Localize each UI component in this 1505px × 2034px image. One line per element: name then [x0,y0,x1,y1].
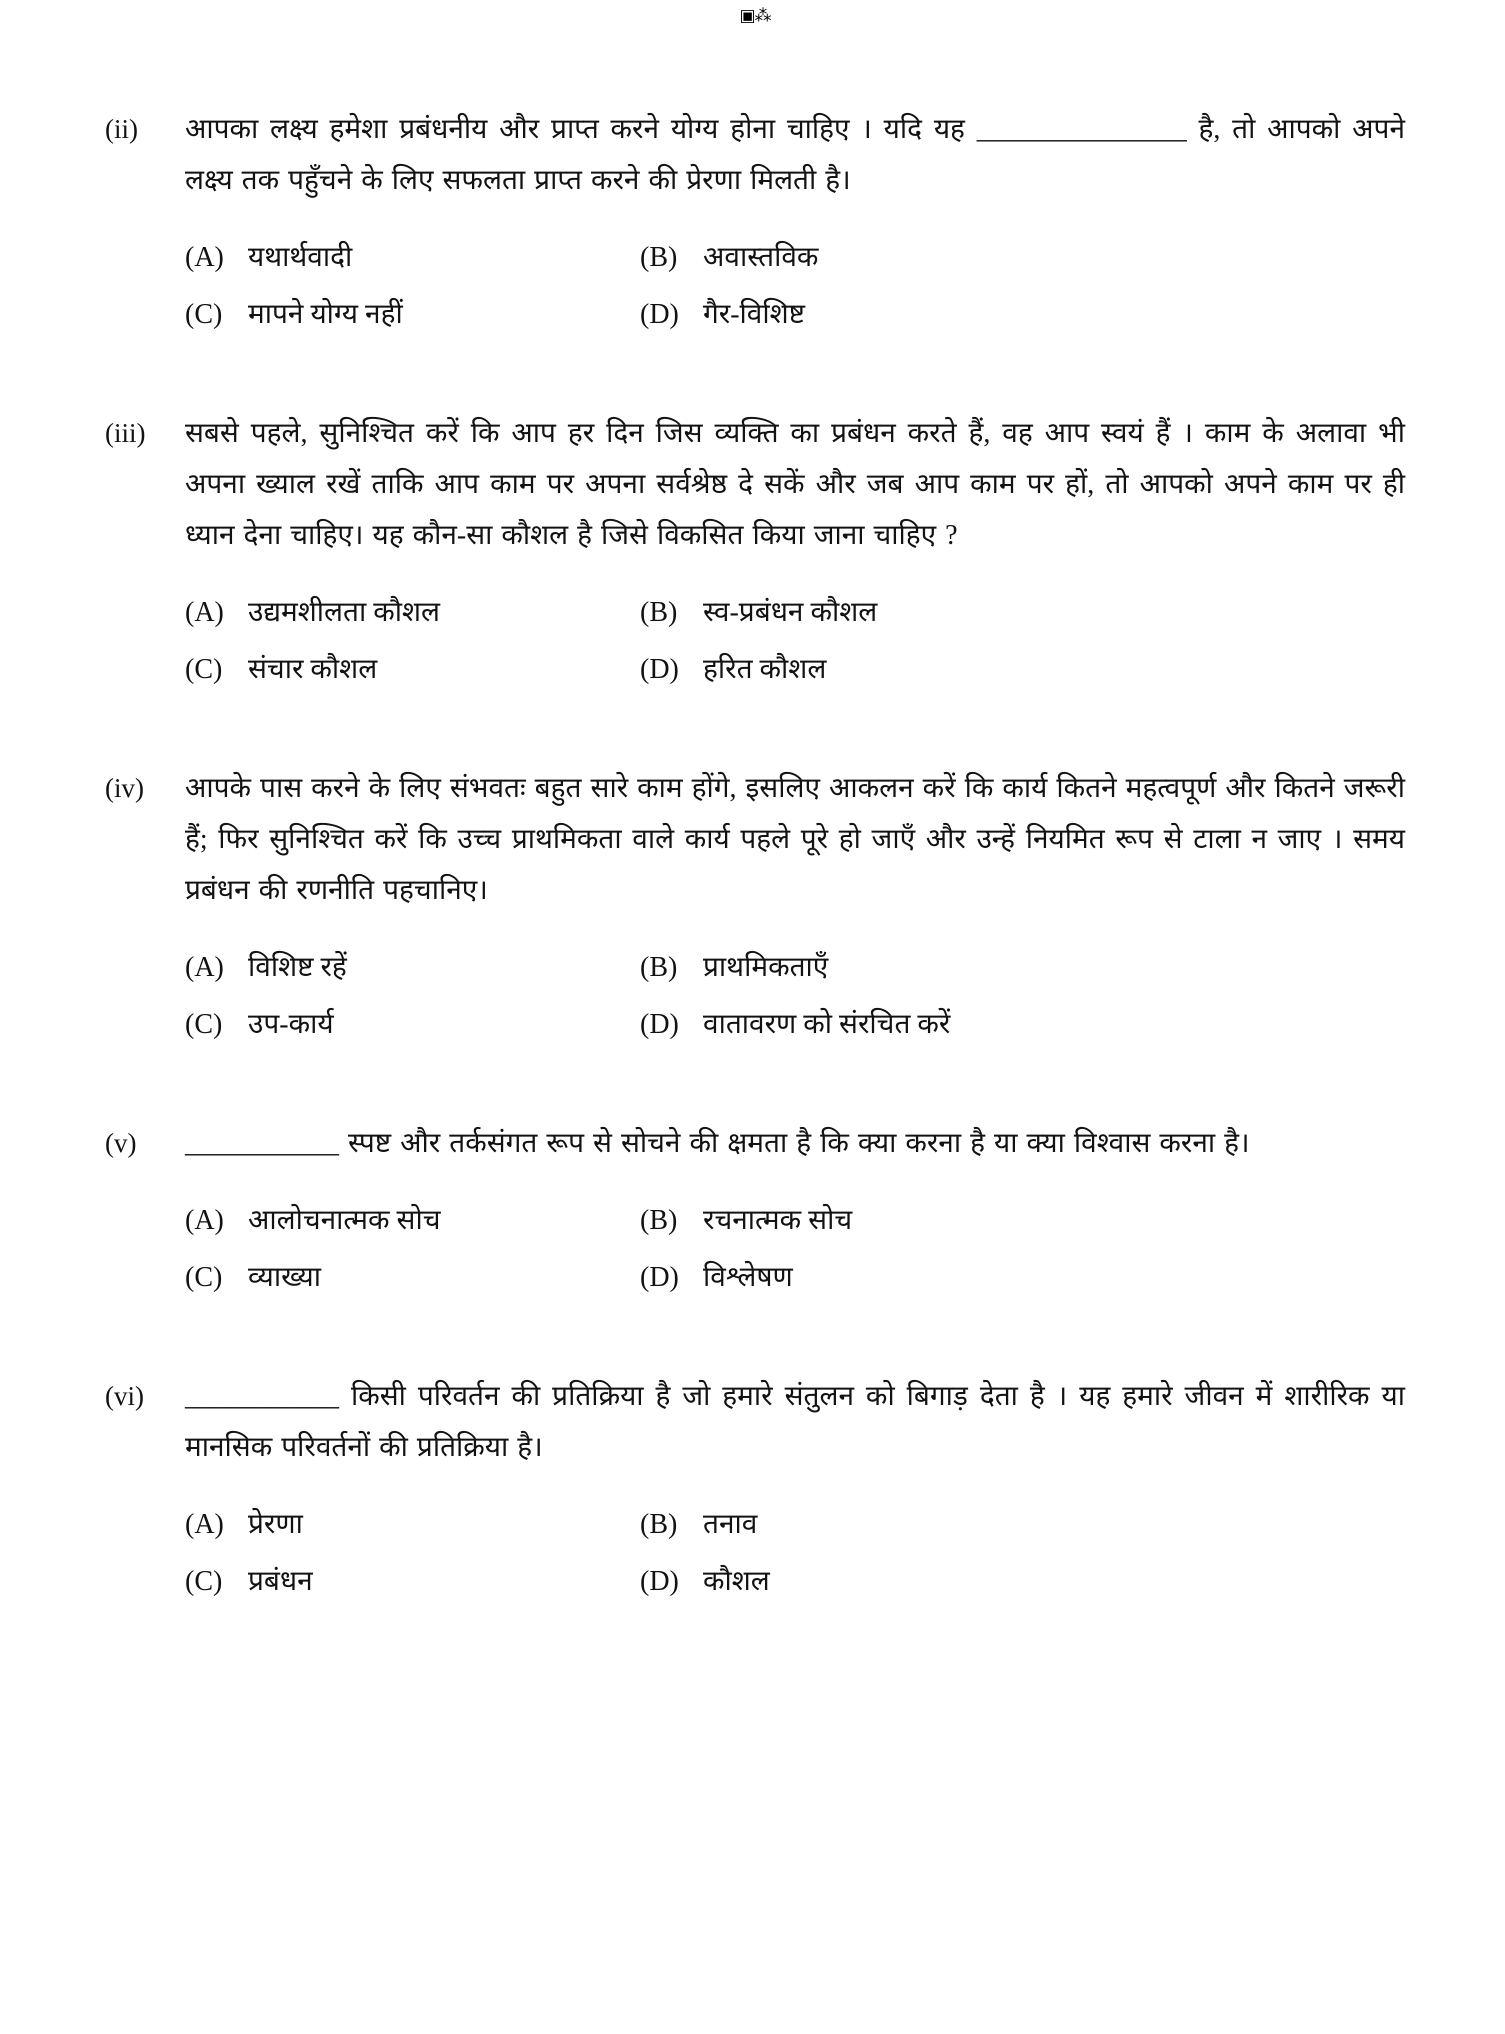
option-label: (B) [640,1509,678,1540]
options-grid [185,220,1405,334]
option-label: (A) [185,597,224,628]
option-label: (A) [185,952,224,983]
option-c [185,1005,640,1044]
question-text: सबसे पहले, सुनिश्चित करें कि आप हर दिन जिस व्यक्ति का प्रबंधन करते हैं, वह आप स्वयं हैं । काम के अलावा भी अपना ख्याल रखें ताकि आप काम पर अपना सर्वश्रेष्ठ दे सकें और जब आप काम पर हों, तो आपको अपने काम पर ही ध्यान देना चाहिए। यह कौन-सा कौशल है जिसे विकसित किया जाना चाहिए ? [185,418,1405,551]
option-b [640,1201,1405,1240]
option-text: व्याख्या [248,1262,321,1293]
option-text: उप-कार्य [248,1009,334,1040]
option-text: तनाव [703,1509,758,1540]
options-grid [185,1487,1405,1601]
option-label: (C) [185,299,223,330]
question-body [185,408,1405,689]
option-c [185,1258,640,1297]
question-number: (v) [105,1128,137,1158]
option-label: (B) [640,242,678,273]
question-text: ___________ किसी परिवर्तन की प्रतिक्रिया है जो हमारे संतुलन को बिगाड़ देता है । यह हमारे जीवन में शारीरिक या मानसिक परिवर्तनों की प्रतिक्रिया है। [185,1381,1405,1463]
option-c [185,650,640,689]
option-d [640,1258,1405,1297]
option-label: (C) [185,654,223,685]
question-number: (ii) [105,114,138,144]
option-d [640,650,1405,689]
option-label: (B) [640,952,678,983]
option-text: यथार्थवादी [248,242,353,273]
question-iv [105,763,1405,1044]
option-label: (D) [640,1262,679,1293]
option-label: (D) [640,299,679,330]
question-text: आपके पास करने के लिए संभवतः बहुत सारे काम होंगे, इसलिए आकलन करें कि कार्य कितने महत्वपूर्ण और कितने जरूरी हैं; फिर सुनिश्चित करें कि उच्च प्राथमिकता वाले कार्य पहले पूरे हो जाएँ और उन्हें नियमित रूप से टाला न जाए । समय प्रबंधन की रणनीति पहचानिए। [185,773,1405,906]
option-text: आलोचनात्मक सोच [248,1205,441,1236]
option-label: (A) [185,1205,224,1236]
option-label: (C) [185,1262,223,1293]
options-grid [185,1183,1405,1297]
option-a [185,948,640,987]
page-ornament-mark-icon: ▣⁂ [739,6,771,26]
question-ii [105,104,1405,334]
question-body [185,1371,1405,1601]
question-vi [105,1371,1405,1601]
option-b [640,948,1405,987]
option-label: (D) [640,654,679,685]
option-text: हरित कौशल [703,654,827,685]
option-label: (A) [185,1509,224,1540]
option-a [185,1505,640,1544]
option-c [185,295,640,334]
option-text: प्रबंधन [248,1566,313,1597]
option-label: (B) [640,597,678,628]
option-text: उद्यमशीलता कौशल [248,597,440,628]
option-d [640,1005,1405,1044]
option-label: (D) [640,1566,679,1597]
option-d [640,1562,1405,1601]
option-text: कौशल [703,1566,770,1597]
option-b [640,1505,1405,1544]
option-text: वातावरण को संरचित करें [703,1009,951,1040]
question-body [185,104,1405,334]
option-label: (D) [640,1009,679,1040]
question-number: (vi) [105,1381,144,1411]
option-a [185,593,640,632]
question-v [105,1118,1405,1297]
option-text: रचनात्मक सोच [703,1205,853,1236]
question-body [185,763,1405,1044]
option-c [185,1562,640,1601]
option-text: संचार कौशल [248,654,378,685]
question-text: ___________ स्पष्ट और तर्कसंगत रूप से सोचने की क्षमता है कि क्या करना है या क्या विश्वास करना है। [185,1128,1250,1159]
question-number: (iii) [105,418,146,448]
option-text: गैर-विशिष्ट [703,299,806,330]
option-b [640,593,1405,632]
option-b [640,238,1405,277]
option-text: विश्लेषण [703,1262,793,1293]
option-d [640,295,1405,334]
option-text: विशिष्ट रहें [248,952,347,983]
question-iii [105,408,1405,689]
option-text: प्राथमिकताएँ [703,952,829,983]
options-grid [185,575,1405,689]
option-a [185,238,640,277]
option-label: (A) [185,242,224,273]
option-label: (B) [640,1205,678,1236]
option-text: प्रेरणा [248,1509,303,1540]
option-label: (C) [185,1009,223,1040]
option-text: अवास्तविक [703,242,819,273]
option-text: मापने योग्य नहीं [248,299,403,330]
question-body [185,1118,1405,1297]
options-grid [185,930,1405,1044]
option-text: स्व-प्रबंधन कौशल [703,597,878,628]
option-label: (C) [185,1566,223,1597]
question-text: आपका लक्ष्य हमेशा प्रबंधनीय और प्राप्त करने योग्य होना चाहिए । यदि यह _______________ है, तो आपको अपने लक्ष्य तक पहुँचने के लिए सफलता प्राप्त करने की प्रेरणा मिलती है। [185,114,1405,196]
option-a [185,1201,640,1240]
question-number: (iv) [105,773,144,803]
